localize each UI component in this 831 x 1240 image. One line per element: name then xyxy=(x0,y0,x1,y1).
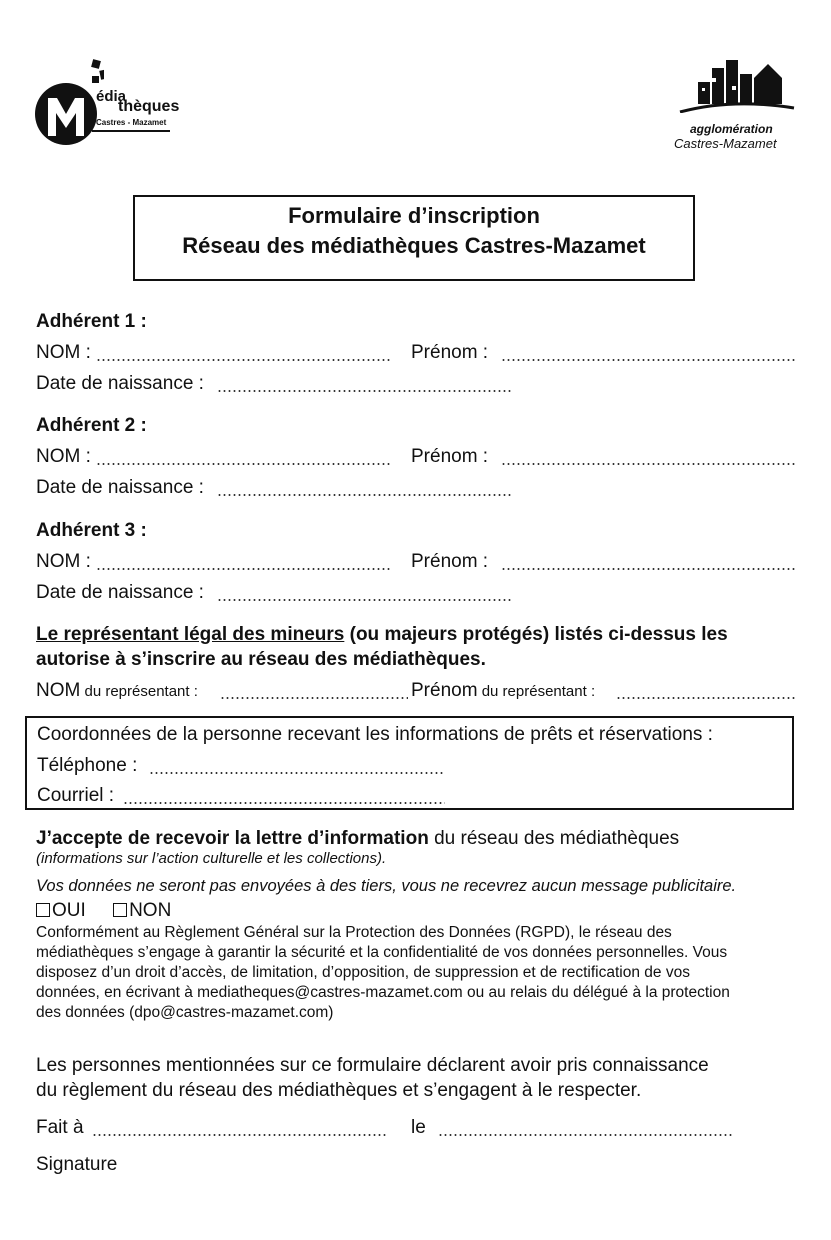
rgpd-line-1: Conformément au Règlement Général sur la Protection des Données (RGPD), le réseau des xyxy=(36,924,672,941)
mediatheques-logo-icon xyxy=(34,58,104,148)
agglomeration-logo xyxy=(672,58,802,153)
member-2-heading: Adhérent 2 : xyxy=(36,415,147,436)
mediatheques-logo xyxy=(34,58,179,148)
newsletter-line xyxy=(36,828,679,852)
legal-prenom-field[interactable] xyxy=(616,680,796,702)
member-1-nom-field[interactable] xyxy=(96,342,390,364)
legal-line2: autorise à s’inscrire au réseau des médiathèques. xyxy=(36,649,486,670)
legal-prenom-group xyxy=(411,680,595,703)
fait-label: Fait à xyxy=(36,1117,84,1138)
logo-underline xyxy=(92,130,170,132)
legal-prenom-label: Prénom xyxy=(411,680,478,701)
fait-row xyxy=(36,1117,736,1141)
contact-email-row xyxy=(37,785,457,809)
member-3-nom-label: NOM : xyxy=(36,551,91,572)
member-2-nom-label: NOM : xyxy=(36,446,91,467)
legal-rest-line1: (ou majeurs protégés) listés ci-dessus les xyxy=(344,624,728,645)
agglomeration-logo-icon xyxy=(672,58,797,113)
member-1-heading: Adhérent 1 : xyxy=(36,311,147,332)
email-label: Courriel : xyxy=(37,785,115,806)
newsletter-sub: (informations sur l’action culturelle et les collections). xyxy=(36,850,387,867)
privacy-note: Vos données ne seront pas envoyées à des tiers, vous ne recevrez aucun message publicitaire. xyxy=(36,877,737,895)
member-2-dob-row xyxy=(36,477,516,501)
choice-yes-label: OUI xyxy=(52,900,86,921)
legal-representative-text xyxy=(36,624,728,648)
member-2-dob-label: Date de naissance : xyxy=(36,477,204,498)
phone-label: Téléphone : xyxy=(37,755,138,776)
fait-field[interactable] xyxy=(92,1117,388,1139)
member-1-dob-label: Date de naissance : xyxy=(36,373,204,394)
member-3-dob-label: Date de naissance : xyxy=(36,582,204,603)
newsletter-bold: J’accepte de recevoir la lettre d’information xyxy=(36,828,429,849)
member-2-prenom-field[interactable] xyxy=(501,446,795,468)
legal-names-row xyxy=(36,680,796,704)
rgpd-line-4: données, en écrivant à mediatheques@castres-mazamet.com ou au relais du délégué à la protection xyxy=(36,984,730,1001)
logo-agglo-main: agglomération xyxy=(690,122,773,136)
logo-agglo-sub: Castres-Mazamet xyxy=(674,136,777,151)
member-3-nom-field[interactable] xyxy=(96,551,390,573)
newsletter-rest: du réseau des médiathèques xyxy=(428,828,680,849)
legal-prenom-small: du représentant : xyxy=(477,683,596,700)
member-1-dob-field[interactable] xyxy=(217,373,511,395)
form-title: Formulaire d’inscription xyxy=(288,203,540,228)
member-3-heading: Adhérent 3 : xyxy=(36,520,147,541)
contact-phone-row xyxy=(37,755,457,779)
member-1-prenom-field[interactable] xyxy=(501,342,795,364)
form-title-box xyxy=(133,195,695,281)
signature-label: Signature xyxy=(36,1154,118,1175)
email-field[interactable] xyxy=(123,785,445,807)
choice-no[interactable] xyxy=(113,900,171,921)
member-1-prenom-label: Prénom : xyxy=(411,342,489,363)
checkbox-yes[interactable] xyxy=(36,903,50,917)
member-1-nom-label: NOM : xyxy=(36,342,91,363)
member-3-dob-row xyxy=(36,582,516,606)
rgpd-line-5: des données (dpo@castres-mazamet.com) xyxy=(36,1004,334,1021)
date-field[interactable] xyxy=(438,1117,734,1139)
rgpd-line-3: disposez d’un droit d’accès, de limitation, d’opposition, de suppression et de rectification de vos xyxy=(36,964,690,981)
member-2-dob-field[interactable] xyxy=(217,477,511,499)
member-3-prenom-label: Prénom : xyxy=(411,551,489,572)
legal-nom-field[interactable] xyxy=(220,680,408,702)
legal-nom-label: NOM xyxy=(36,680,81,701)
rgpd-line-2: médiathèques s’engage à garantir la sécurité et la confidentialité de vos données personnelles. Vous xyxy=(36,944,728,961)
member-2-nom-field[interactable] xyxy=(96,446,390,468)
contact-heading: Coordonnées de la personne recevant les informations de prêts et réservations : xyxy=(37,724,713,745)
newsletter-choice xyxy=(36,900,171,924)
contact-box xyxy=(25,716,794,810)
member-3-dob-field[interactable] xyxy=(217,582,511,604)
choice-no-label: NON xyxy=(129,900,172,921)
logo-text-second: thèques xyxy=(118,98,180,115)
choice-yes[interactable] xyxy=(36,900,86,921)
declaration-line-2: du règlement du réseau des médiathèques et s’engagent à le respecter. xyxy=(36,1080,642,1101)
member-3-prenom-field[interactable] xyxy=(501,551,795,573)
form-subtitle: Réseau des médiathèques Castres-Mazamet xyxy=(182,233,646,258)
legal-underlined: Le représentant légal des mineurs xyxy=(36,624,345,645)
rgpd-notice xyxy=(36,923,796,1023)
member-1-nom-row xyxy=(36,342,796,366)
member-2-nom-row xyxy=(36,446,796,470)
logo-text-main: édia xyxy=(96,88,127,105)
phone-field[interactable] xyxy=(149,755,445,777)
member-2-prenom-label: Prénom : xyxy=(411,446,489,467)
checkbox-no[interactable] xyxy=(113,903,127,917)
legal-nom-small: du représentant : xyxy=(80,683,198,700)
declaration-line-1: Les personnes mentionnées sur ce formulaire déclarent avoir pris connaissance xyxy=(36,1055,709,1076)
member-1-dob-row xyxy=(36,373,516,397)
le-label: le xyxy=(411,1117,426,1138)
logo-text-sub: Castres - Mazamet xyxy=(96,118,167,127)
member-3-nom-row xyxy=(36,551,796,575)
